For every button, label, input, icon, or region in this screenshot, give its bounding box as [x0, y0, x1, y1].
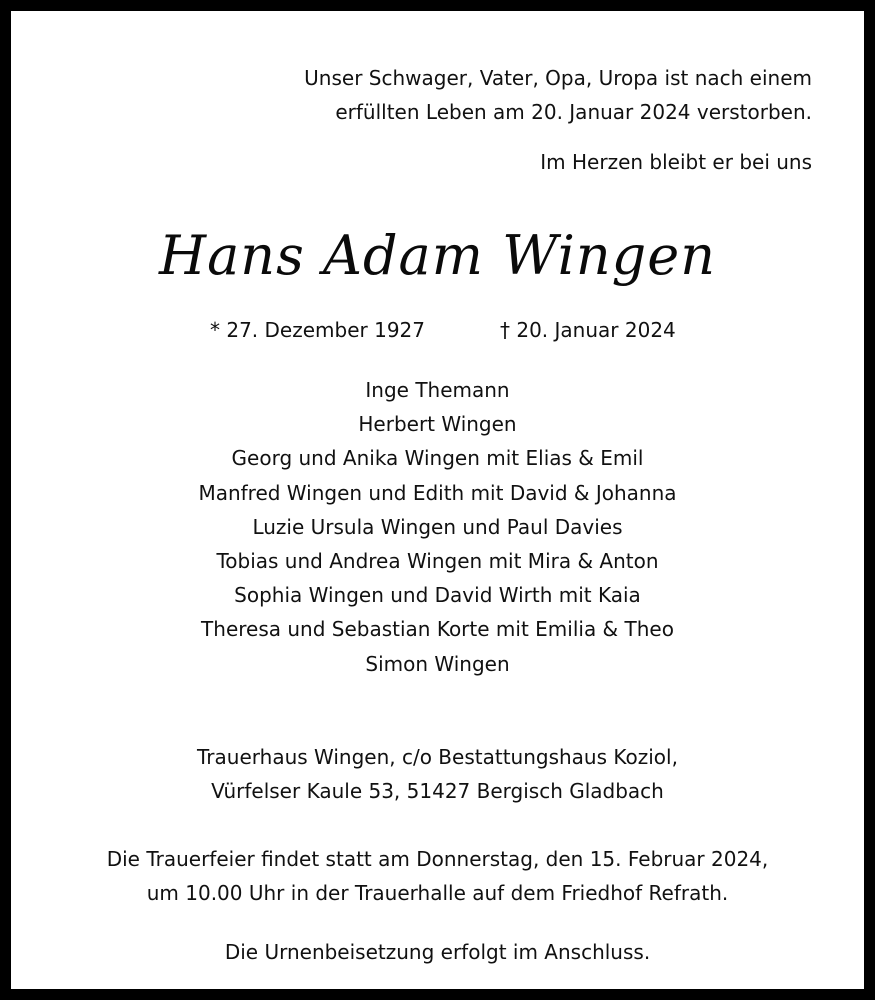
mourner-line: Sophia Wingen und David Wirth mit Kaia: [234, 583, 641, 608]
intro-line-3: Im Herzen bleibt er bei uns: [540, 150, 812, 174]
intro-line-1: Unser Schwager, Vater, Opa, Uropa ist nach einem: [304, 66, 812, 90]
mourning-house-address: [11, 740, 864, 808]
ceremony-line-1: Die Trauerfeier findet statt am Donnerstag, den 15. Februar 2024,: [106, 847, 769, 871]
ceremony-line-2: um 10.00 Uhr in der Trauerhalle auf dem Friedhof Refrath.: [146, 881, 729, 906]
life-dates: [11, 313, 864, 347]
mourner-line: Luzie Ursula Wingen und Paul Davies: [252, 514, 623, 539]
burial-line: Die Urnenbeisetzung erfolgt im Anschluss.: [224, 940, 651, 964]
address-line-1: Trauerhaus Wingen, c/o Bestattungshaus Koziol,: [197, 745, 678, 769]
burial-info: [11, 935, 864, 969]
mourner-line: Manfred Wingen und Edith mit David & Johanna: [198, 480, 677, 505]
mourner-line: Tobias und Andrea Wingen mit Mira & Anton: [216, 549, 659, 574]
mourner-line: Theresa und Sebastian Korte mit Emilia & Theo: [201, 617, 674, 642]
address-line-2: Vürfelser Kaule 53, 51427 Bergisch Gladbach: [211, 779, 664, 804]
mourners-list: [11, 373, 864, 681]
death-date: † 20. Januar 2024: [500, 318, 676, 342]
mourner-line: Simon Wingen: [365, 651, 510, 676]
birth-date: * 27. Dezember 1927: [210, 318, 425, 342]
ceremony-info: [11, 842, 864, 910]
intro-line-2: erfüllten Leben am 20. Januar 2024 verstorben.: [335, 100, 812, 124]
deceased-name: Hans Adam Wingen: [159, 224, 716, 287]
mourner-line: Inge Themann: [365, 378, 510, 402]
mourner-line: Herbert Wingen: [358, 412, 517, 437]
mourner-line: Georg und Anika Wingen mit Elias & Emil: [231, 446, 644, 471]
